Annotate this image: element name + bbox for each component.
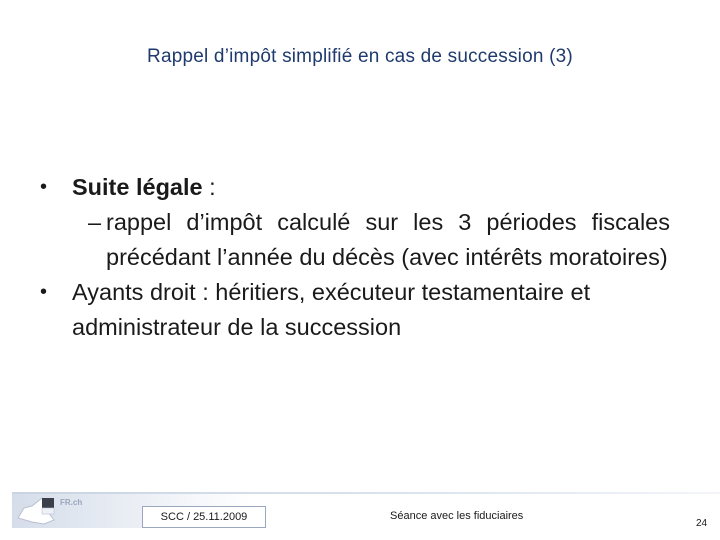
- bullet-item-ayants-droit: [40, 275, 670, 345]
- slide-title: Rappel d’impôt simplifié en cas de succession (3): [147, 46, 573, 67]
- sub-bullet-text: rappel d’impôt calculé sur les 3 périodes fiscales précédant l’année du décès (avec intérêts moratoires): [106, 209, 670, 270]
- bullet-marker: •: [40, 281, 48, 303]
- bullet-marker: •: [40, 176, 48, 198]
- sub-bullet-dash: –: [88, 209, 102, 235]
- bullet-heading: Suite légale: [72, 174, 203, 200]
- bullet-item-suite-legale: [40, 170, 670, 205]
- footer-date-box: SCC / 25.11.2009: [142, 506, 266, 528]
- footer-meeting-label: Séance avec les fiduciaires: [390, 510, 524, 522]
- bullet-heading-suffix: :: [202, 174, 216, 200]
- page-number: 24: [696, 518, 708, 529]
- logo-text: FR.ch: [60, 498, 83, 507]
- bullet-text: Ayants droit : héritiers, exécuteur testamentaire et administrateur de la succession: [72, 279, 591, 340]
- fribourg-logo-icon: [14, 494, 60, 533]
- slide-content: [40, 170, 670, 345]
- sub-bullet-item: [40, 205, 670, 275]
